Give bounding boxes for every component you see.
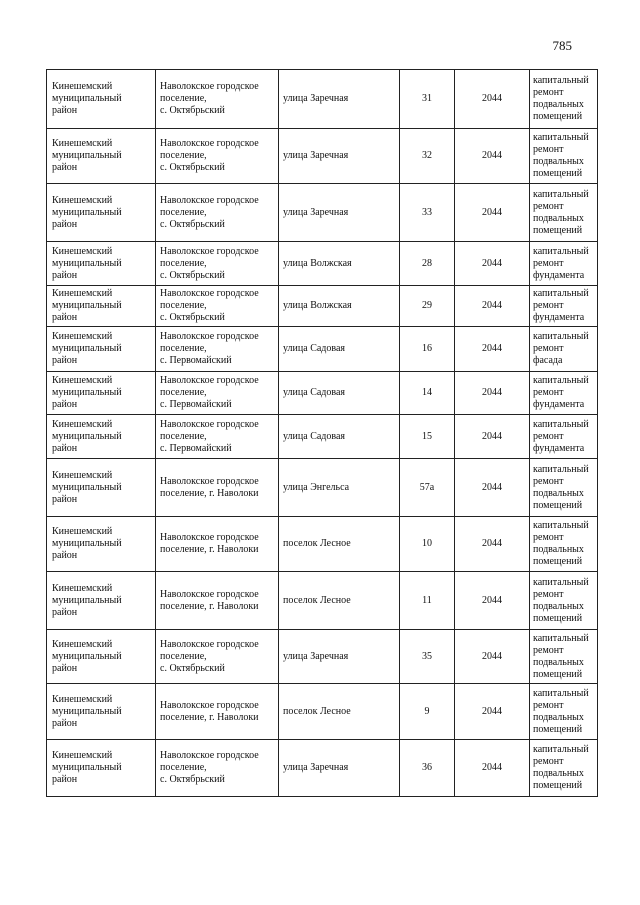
street-cell-text: поселок Лесное <box>283 594 351 606</box>
district-cell <box>47 184 156 242</box>
street-cell-text: улица Заречная <box>283 93 349 104</box>
year-cell <box>455 630 530 684</box>
street-cell <box>279 372 400 415</box>
table-row <box>47 327 598 372</box>
street-cell <box>279 740 400 797</box>
settlement-cell <box>156 129 279 184</box>
work-type-cell <box>530 517 598 572</box>
street-cell <box>279 459 400 517</box>
settlement-cell <box>156 184 279 242</box>
settlement-cell <box>156 630 279 684</box>
settlement-cell-text: Наволокское городское поселение, г. Наволоки <box>160 588 259 612</box>
table-row <box>47 630 598 684</box>
year-cell <box>455 286 530 327</box>
year-cell <box>455 70 530 129</box>
settlement-cell-text: Наволокское городское поселение, с. Октябрьский <box>160 638 259 674</box>
street-cell-text: улица Волжская <box>283 300 352 311</box>
table-row <box>47 740 598 797</box>
house-number-cell-text: 9 <box>424 705 430 717</box>
table-row <box>47 415 598 459</box>
year-cell-text: 2044 <box>482 650 502 662</box>
house-number-cell-text: 57а <box>419 481 435 493</box>
work-type-cell <box>530 630 598 684</box>
settlement-cell <box>156 372 279 415</box>
work-type-cell-text: капитальный ремонт подвальных помещений <box>533 463 589 511</box>
district-cell <box>47 327 156 372</box>
table-body <box>47 70 598 797</box>
house-number-cell-text: 28 <box>422 257 432 269</box>
table-row <box>47 459 598 517</box>
street-cell-text: поселок Лесное <box>283 538 351 549</box>
house-number-cell-text: 10 <box>422 538 432 549</box>
work-type-cell-text: капитальный ремонт подвальных помещений <box>533 744 589 791</box>
year-cell-text: 2044 <box>482 387 502 398</box>
district-cell-text: Кинешемский муниципальный район <box>52 331 122 366</box>
house-number-cell <box>400 286 455 327</box>
year-cell <box>455 242 530 286</box>
district-cell-text: Кинешемский муниципальный район <box>52 582 122 618</box>
house-number-cell-text: 14 <box>422 387 432 398</box>
house-number-cell <box>400 630 455 684</box>
house-number-cell-text: 31 <box>422 93 432 104</box>
work-type-cell-text: капитальный ремонт подвальных помещений <box>533 687 589 735</box>
district-cell <box>47 129 156 184</box>
settlement-cell <box>156 459 279 517</box>
street-cell <box>279 517 400 572</box>
street-cell-text: улица Заречная <box>283 206 349 218</box>
work-type-cell <box>530 572 598 630</box>
settlement-cell-text: Наволокское городское поселение, г. Наволоки <box>160 532 259 555</box>
street-cell <box>279 70 400 129</box>
district-cell-text: Кинешемский муниципальный район <box>52 526 122 561</box>
table-row <box>47 517 598 572</box>
year-cell-text: 2044 <box>482 206 502 218</box>
district-cell <box>47 630 156 684</box>
house-number-cell <box>400 415 455 459</box>
year-cell <box>455 129 530 184</box>
settlement-cell <box>156 327 279 372</box>
settlement-cell <box>156 242 279 286</box>
work-type-cell-text: капитальный ремонт фундамента <box>533 375 589 410</box>
settlement-cell-text: Наволокское городское поселение, с. Первомайский <box>160 375 259 410</box>
settlement-cell <box>156 286 279 327</box>
street-cell-text: улица Садовая <box>283 343 346 354</box>
year-cell-text: 2044 <box>482 481 502 493</box>
district-cell <box>47 372 156 415</box>
year-cell-text: 2044 <box>482 93 502 104</box>
street-cell <box>279 184 400 242</box>
district-cell-text: Кинешемский муниципальный район <box>52 81 122 116</box>
house-number-cell-text: 32 <box>422 150 432 161</box>
district-cell <box>47 70 156 129</box>
work-type-cell <box>530 129 598 184</box>
district-cell-text: Кинешемский муниципальный район <box>52 469 122 505</box>
year-cell-text: 2044 <box>482 705 502 717</box>
settlement-cell-text: Наволокское городское поселение, с. Октябрьский <box>160 138 259 173</box>
table-row <box>47 286 598 327</box>
settlement-cell <box>156 517 279 572</box>
district-cell-text: Кинешемский муниципальный район <box>52 750 122 785</box>
street-cell <box>279 572 400 630</box>
year-cell-text: 2044 <box>482 538 502 549</box>
work-type-cell-text: капитальный ремонт подвальных помещений <box>533 132 589 179</box>
street-cell-text: улица Энгельса <box>283 481 350 493</box>
house-number-cell <box>400 184 455 242</box>
work-type-cell <box>530 415 598 459</box>
work-type-cell <box>530 286 598 327</box>
year-cell <box>455 740 530 797</box>
table-row <box>47 372 598 415</box>
year-cell-text: 2044 <box>482 343 502 354</box>
house-number-cell-text: 16 <box>422 343 432 354</box>
district-cell <box>47 572 156 630</box>
street-cell-text: улица Садовая <box>283 387 346 398</box>
year-cell-text: 2044 <box>482 300 502 311</box>
district-cell-text: Кинешемский муниципальный район <box>52 194 122 230</box>
work-type-cell-text: капитальный ремонт подвальных помещений <box>533 576 589 624</box>
street-cell-text: улица Заречная <box>283 150 349 161</box>
street-cell-text: поселок Лесное <box>283 705 351 717</box>
settlement-cell <box>156 740 279 797</box>
district-cell-text: Кинешемский муниципальный район <box>52 418 122 454</box>
table-row <box>47 129 598 184</box>
district-cell <box>47 286 156 327</box>
work-type-cell <box>530 184 598 242</box>
table-row <box>47 70 598 129</box>
house-number-cell-text: 15 <box>422 430 432 442</box>
house-number-cell-text: 11 <box>422 594 432 606</box>
table-row <box>47 684 598 740</box>
year-cell <box>455 372 530 415</box>
district-cell <box>47 242 156 286</box>
work-type-cell-text: капитальный ремонт фундамента <box>533 418 589 454</box>
district-cell-text: Кинешемский муниципальный район <box>52 288 122 323</box>
year-cell <box>455 684 530 740</box>
year-cell-text: 2044 <box>482 257 502 269</box>
table-row <box>47 242 598 286</box>
district-cell-text: Кинешемский муниципальный район <box>52 693 122 729</box>
year-cell-text: 2044 <box>482 762 502 773</box>
district-cell-text: Кинешемский муниципальный район <box>52 245 122 281</box>
house-number-cell <box>400 70 455 129</box>
house-number-cell <box>400 684 455 740</box>
work-type-cell-text: капитальный ремонт подвальных помещений <box>533 75 589 122</box>
settlement-cell-text: Наволокское городское поселение, с. Октябрьский <box>160 194 259 230</box>
settlement-cell <box>156 415 279 459</box>
year-cell <box>455 184 530 242</box>
table-row <box>47 572 598 630</box>
house-number-cell <box>400 572 455 630</box>
district-cell <box>47 740 156 797</box>
housing-repair-table <box>46 69 598 797</box>
work-type-cell-text: капитальный ремонт подвальных помещений <box>533 188 589 236</box>
work-type-cell <box>530 327 598 372</box>
settlement-cell-text: Наволокское городское поселение, с. Октябрьский <box>160 245 259 281</box>
street-cell <box>279 415 400 459</box>
settlement-cell <box>156 70 279 129</box>
house-number-cell-text: 29 <box>422 300 432 311</box>
house-number-cell <box>400 129 455 184</box>
year-cell <box>455 415 530 459</box>
house-number-cell <box>400 242 455 286</box>
work-type-cell <box>530 372 598 415</box>
work-type-cell <box>530 684 598 740</box>
street-cell-text: улица Волжская <box>283 257 352 269</box>
settlement-cell-text: Наволокское городское поселение, с. Первомайский <box>160 331 259 366</box>
settlement-cell <box>156 572 279 630</box>
settlement-cell <box>156 684 279 740</box>
street-cell <box>279 286 400 327</box>
street-cell <box>279 327 400 372</box>
street-cell-text: улица Садовая <box>283 430 346 442</box>
settlement-cell-text: Наволокское городское поселение, г. Наволоки <box>160 699 259 723</box>
year-cell-text: 2044 <box>482 430 502 442</box>
work-type-cell <box>530 242 598 286</box>
street-cell <box>279 242 400 286</box>
district-cell <box>47 415 156 459</box>
table-row <box>47 184 598 242</box>
work-type-cell <box>530 459 598 517</box>
house-number-cell-text: 36 <box>422 762 432 773</box>
work-type-cell-text: капитальный ремонт подвальных помещений <box>533 632 589 680</box>
district-cell-text: Кинешемский муниципальный район <box>52 638 122 674</box>
district-cell <box>47 684 156 740</box>
house-number-cell <box>400 459 455 517</box>
year-cell <box>455 327 530 372</box>
district-cell <box>47 517 156 572</box>
year-cell-text: 2044 <box>482 150 502 161</box>
work-type-cell-text: капитальный ремонт подвальных помещений <box>533 520 589 567</box>
work-type-cell-text: капитальный ремонт фундамента <box>533 288 589 323</box>
house-number-cell <box>400 372 455 415</box>
year-cell <box>455 572 530 630</box>
street-cell-text: улица Заречная <box>283 762 349 773</box>
street-cell-text: улица Заречная <box>283 650 349 662</box>
year-cell <box>455 459 530 517</box>
settlement-cell-text: Наволокское городское поселение, с. Октябрьский <box>160 750 259 785</box>
street-cell <box>279 684 400 740</box>
district-cell-text: Кинешемский муниципальный район <box>52 138 122 173</box>
street-cell <box>279 129 400 184</box>
street-cell <box>279 630 400 684</box>
district-cell-text: Кинешемский муниципальный район <box>52 375 122 410</box>
house-number-cell <box>400 740 455 797</box>
house-number-cell <box>400 327 455 372</box>
house-number-cell-text: 33 <box>422 206 432 218</box>
district-cell <box>47 459 156 517</box>
year-cell-text: 2044 <box>482 594 502 606</box>
work-type-cell-text: капитальный ремонт фундамента <box>533 245 589 281</box>
settlement-cell-text: Наволокское городское поселение, с. Первомайский <box>160 418 259 454</box>
house-number-cell-text: 35 <box>422 650 432 662</box>
settlement-cell-text: Наволокское городское поселение, с. Октябрьский <box>160 81 259 116</box>
work-type-cell-text: капитальный ремонт фасада <box>533 331 589 366</box>
page-number: 785 <box>552 38 572 53</box>
year-cell <box>455 517 530 572</box>
settlement-cell-text: Наволокское городское поселение, г. Наволоки <box>160 475 259 499</box>
settlement-cell-text: Наволокское городское поселение, с. Октябрьский <box>160 288 259 323</box>
work-type-cell <box>530 740 598 797</box>
house-number-cell <box>400 517 455 572</box>
work-type-cell <box>530 70 598 129</box>
